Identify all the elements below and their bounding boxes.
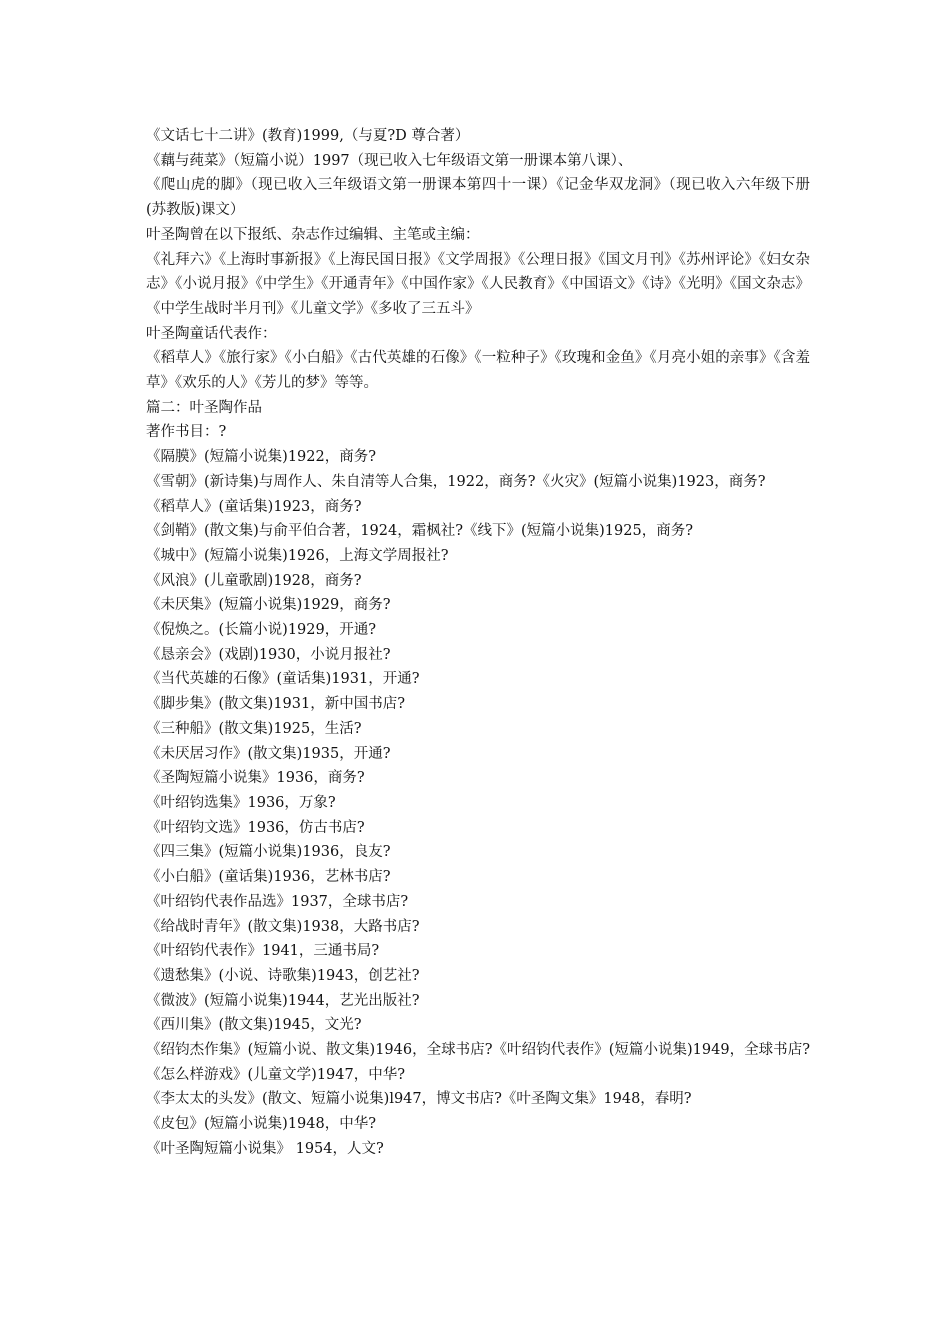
text-line: 《稻草人》(童话集)1923，商务? — [146, 498, 362, 515]
text-line: 《给战时青年》(散文集)1938，大路书店? — [146, 918, 420, 935]
text-line: 《四三集》(短篇小说集)1936，良友? — [146, 844, 391, 861]
text-line: 《三种船》(散文集)1925，生活? — [146, 720, 362, 737]
text-line: 《城中》(短篇小说集)1926，上海文学周报社? — [146, 547, 449, 564]
text-line: 《当代英雄的石像》(童话集)1931，开通? — [146, 671, 420, 688]
text-line: 《风浪》(儿童歌剧)1928，商务? — [146, 572, 362, 589]
text-line: 《未厌集》(短篇小说集)1929，商务? — [146, 597, 391, 614]
text-line: 《恳亲会》(戏剧)1930，小说月报社? — [146, 646, 391, 663]
section-heading: 篇二：叶圣陶作品 — [146, 399, 262, 416]
document-page — [146, 124, 810, 1162]
text-line: 《藕与莼菜》（短篇小说）1997（现已收入七年级语文第一册课本第八课）、 — [146, 152, 633, 169]
text-line: 《倪焕之。(长篇小说)1929，开通? — [146, 622, 376, 639]
text-line: 《叶绍钧代表作》1941，三通书局? — [146, 943, 380, 960]
text-line: 叶圣陶童话代表作： — [146, 325, 277, 342]
text-line: 《文话七十二讲》(教育)1999,（与夏?D 尊合著） — [146, 128, 470, 144]
text-line: 《西川集》(散文集)1945，文光? — [146, 1017, 362, 1034]
text-line: 《绍钧杰作集》(短篇小说、散文集)1946，全球书店?《叶绍钧代表作》(短篇小说集)1949，全球书店?《怎么样游戏》(儿童文学)1947，中华? — [146, 1042, 810, 1083]
text-line: 著作书目：? — [146, 424, 227, 441]
text-line: 《微波》(短篇小说集)1944，艺光出版社? — [146, 992, 420, 1009]
text-line: 《遗愁集》(小说、诗歌集)1943，创艺社? — [146, 967, 420, 984]
text-line: 《皮包》(短篇小说集)1948，中华? — [146, 1116, 376, 1133]
text-line: 《未厌居习作》(散文集)1935，开通? — [146, 745, 391, 762]
text-line: 《爬山虎的脚》（现已收入三年级语文第一册课本第四十一课）《记金华双龙洞》（现已收入六年级下册(苏教版)课文） — [146, 177, 810, 219]
text-line: 《叶圣陶短篇小说集》 1954，人文? — [146, 1140, 384, 1157]
text-line: 《雪朝》(新诗集)与周作人、朱自清等人合集，1922，商务?《火灾》(短篇小说集)1923，商务? — [146, 473, 766, 490]
text-line: 《隔膜》(短篇小说集)1922，商务? — [146, 449, 376, 466]
text-line: 《叶绍钧选集》1936，万象? — [146, 794, 336, 811]
text-line: 《圣陶短篇小说集》1936，商务? — [146, 770, 365, 787]
text-line: 《李太太的头发》(散文、短篇小说集)l947，博文书店?《叶圣陶文集》1948，春明? — [146, 1091, 692, 1108]
text-line: 《剑鞘》(散文集)与俞平伯合著，1924，霜枫社?《线下》(短篇小说集)1925，商务? — [146, 523, 693, 540]
text-line: 《脚步集》(散文集)1931，新中国书店? — [146, 696, 405, 713]
text-line: 《叶绍钧代表作品选》1937，全球书店? — [146, 893, 409, 910]
text-line: 《小白船》(童话集)1936，艺林书店? — [146, 869, 391, 886]
text-line: 《礼拜六》《上海时事新报》《上海民国日报》《文学周报》《公理日报》《国文月刊》《苏州评论》《妇女杂志》《小说月报》《中学生》《开通青年》《中国作家》《人民教育》《中国语文》《诗》《光明》《国文杂志》《中学生战时半月刊》《儿童文学》《多收了三五斗》 — [146, 251, 810, 317]
text-line: 《叶绍钧文选》1936，仿古书店? — [146, 819, 365, 836]
text-line: 《稻草人》《旅行家》《小白船》《古代英雄的石像》《一粒种子》《玫瑰和金鱼》《月亮小姐的亲事》《含羞草》《欢乐的人》《芳儿的梦》等等。 — [146, 350, 810, 392]
text-line: 叶圣陶曾在以下报纸、杂志作过编辑、主笔或主编： — [146, 226, 480, 243]
